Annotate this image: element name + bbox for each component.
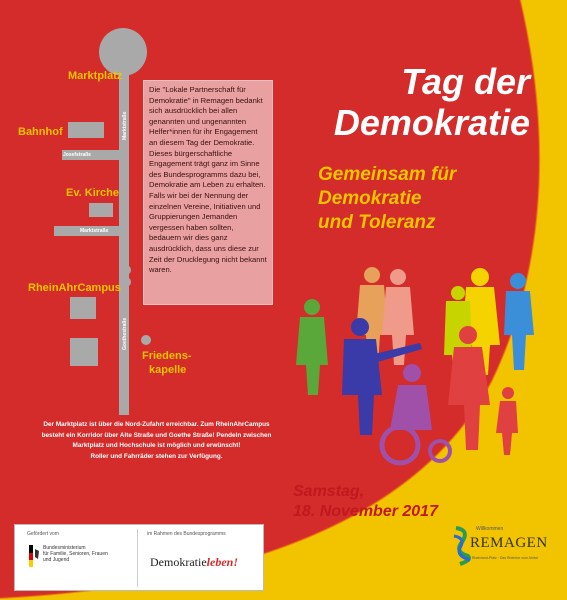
sponsor-divider — [137, 529, 138, 587]
title-line1: Tag der — [401, 61, 530, 102]
subtitle-line2: Demokratie — [318, 188, 422, 209]
people-silhouettes-image — [290, 255, 540, 475]
subtitle — [318, 163, 456, 235]
ministry-name — [43, 545, 108, 563]
date-line1: Samstag, — [293, 483, 365, 500]
street-marker-1 — [121, 265, 131, 275]
access-notice — [14, 420, 299, 462]
title-line2: Demokratie — [333, 102, 530, 143]
notice-line1: Der Marktplatz ist über die Nord-Zufahrt erreichbar. Zum RheinAhrCampus — [43, 421, 270, 428]
remagen-logo-name: REMAGEN — [470, 535, 548, 551]
program-logo-word: Demokratie — [150, 555, 207, 569]
remagen-logo-tagline: Rheinland-Pfalz · Das Rheintor zum Ahrtal — [472, 556, 538, 560]
sponsor-left-heading: Gefördert vom — [27, 531, 59, 537]
label-friedenskapelle-line1: Friedens- — [142, 350, 192, 362]
subtitle-line3: und Toleranz — [318, 212, 436, 233]
label-bahnhof: Bahnhof — [18, 126, 63, 138]
ministry-line2: für Familie, Senioren, Frauen — [43, 551, 108, 557]
label-marktplatz: Marktplatz — [68, 70, 123, 82]
church-building — [89, 203, 113, 217]
notice-line2: besteht ein Korridor über Alte Straße und Goethe Straße! Pendeln zwischen — [41, 431, 272, 439]
label-rheinahrcampus: RheinAhrCampus — [28, 282, 121, 294]
label-friedenskapelle — [142, 349, 192, 377]
street-marker-2 — [121, 277, 131, 287]
program-logo-accent: leben! — [206, 555, 238, 569]
federal-eagle-logo — [29, 545, 39, 567]
subtitle-line1: Gemeinsam für — [318, 164, 457, 185]
friedenskapelle-marker — [141, 335, 151, 345]
silhouette-green — [296, 299, 328, 395]
campus-building-1 — [70, 297, 96, 319]
label-friedenskapelle-line2: kapelle — [149, 364, 187, 376]
sponsor-right-heading: im Rahmen des Bundesprogramms — [147, 531, 226, 537]
sponsor-box — [14, 524, 264, 591]
ministry-line1: Bundesministerium — [43, 545, 86, 551]
marktplatz-circle — [99, 28, 147, 76]
acknowledgement-box: Die "Lokale Partnerschaft für Demokratie" in Remagen bedankt sich ausdrücklich bei allen genannten und ungenannten Helfer*innen für ihr Engagement an diesem Tag der Demokratie. Dieses bürgerschaftliche Engagement trägt ganz im Sinne des Bundesprogramms dazu bei, Demokratie am Leben zu erhalten. Falls wir bei der Nennung der einzelnen Vereine, Initiativen und Gruppierungen Jemanden vergessen haben sollten, bedauern wir dies ganz ausdrücklich, dass uns diese zur Zeit der Drucklegung nicht bekannt waren. — [143, 80, 273, 305]
silhouette-child — [496, 387, 518, 455]
remagen-logo-small: Willkommen — [476, 526, 504, 532]
ministry-line3: und Jugend — [43, 557, 70, 563]
date-line2: 18. November 2017 — [293, 503, 438, 520]
street-goethestrasse: Goethestraße — [122, 317, 128, 350]
street-marktstrasse-vertical: Marktstraße — [122, 111, 128, 140]
street-marktstrasse: Marktstraße — [80, 228, 109, 234]
notice-line3: Marktplatz und Hochschule ist möglich und erwünscht! — [72, 442, 241, 449]
silhouette-wheelchair — [382, 364, 450, 463]
silhouette-blue — [504, 273, 534, 370]
street-josefstrasse: Josefstraße — [63, 152, 92, 158]
campus-building-2 — [70, 338, 98, 366]
label-ev-kirche: Ev. Kirche — [66, 187, 119, 199]
bahnhof-building — [68, 122, 104, 138]
program-logo — [150, 555, 238, 570]
event-date — [293, 482, 438, 522]
notice-line4: Roller und Fahrräder stehen zur Verfügung. — [90, 452, 223, 460]
